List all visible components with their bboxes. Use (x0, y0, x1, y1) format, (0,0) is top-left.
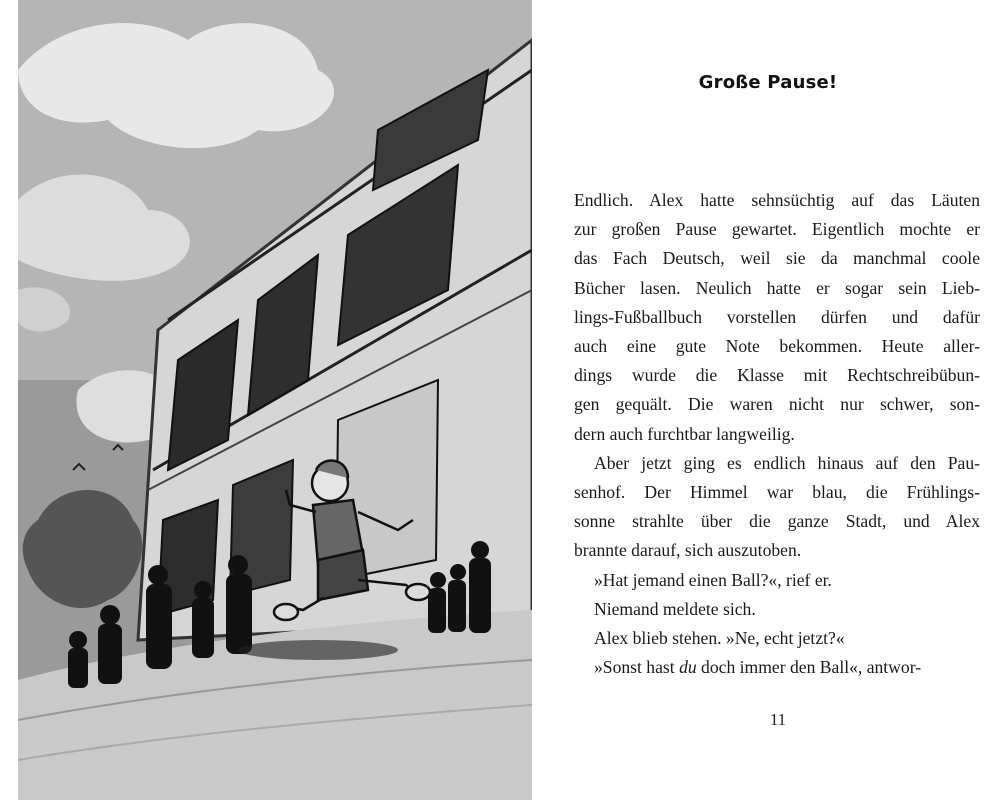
text-line: dings wurde die Klasse mit Rechtschreibübun- (574, 365, 980, 386)
text-line: Endlich. Alex hatte sehnsüchtig auf das Läuten (574, 190, 980, 210)
text-line: senhof. Der Himmel war blau, die Frühlings- (574, 482, 980, 503)
text-line: Bücher lasen. Neulich hatte er sogar sein Lieb- (574, 277, 980, 298)
body-text (574, 186, 980, 682)
text-line: dern auch furchtbar langweilig. (574, 423, 795, 444)
text-line: Aber jetzt ging es endlich hinaus auf den Pau- (594, 452, 980, 473)
emphasis-text: du (679, 657, 697, 678)
illustration-drawing (18, 0, 532, 800)
text-line: »Hat jemand einen Ball?«, rief er. (594, 569, 832, 590)
text-fragment: doch immer den Ball«, antwor- (696, 657, 922, 678)
text-line: brannte darauf, sich auszutoben. (574, 540, 802, 561)
text-line: das Fach Deutsch, weil sie da manchmal coole (574, 248, 980, 269)
text-line: zur großen Pause gewartet. Eigentlich mochte er (574, 219, 980, 240)
text-line: gen gequält. Die waren nicht nur schwer, son- (574, 394, 980, 415)
illustration-school-courtyard (18, 0, 532, 800)
text-line: Niemand meldete sich. (594, 598, 756, 619)
text-line: lings-Fußballbuch vorstellen dürfen und dafür (574, 306, 980, 327)
text-line: Alex blieb stehen. »Ne, echt jetzt?« (594, 628, 845, 649)
text-line: auch eine gute Note bekommen. Heute aller- (574, 336, 980, 357)
text-page (558, 0, 978, 800)
chapter-title: Große Pause! (698, 72, 838, 93)
page-number: 11 (769, 710, 787, 729)
text-line-last (574, 653, 980, 682)
text-fragment: »Sonst hast (594, 657, 680, 678)
text-line: sonne strahlte über die ganze Stadt, und Alex (574, 511, 980, 532)
